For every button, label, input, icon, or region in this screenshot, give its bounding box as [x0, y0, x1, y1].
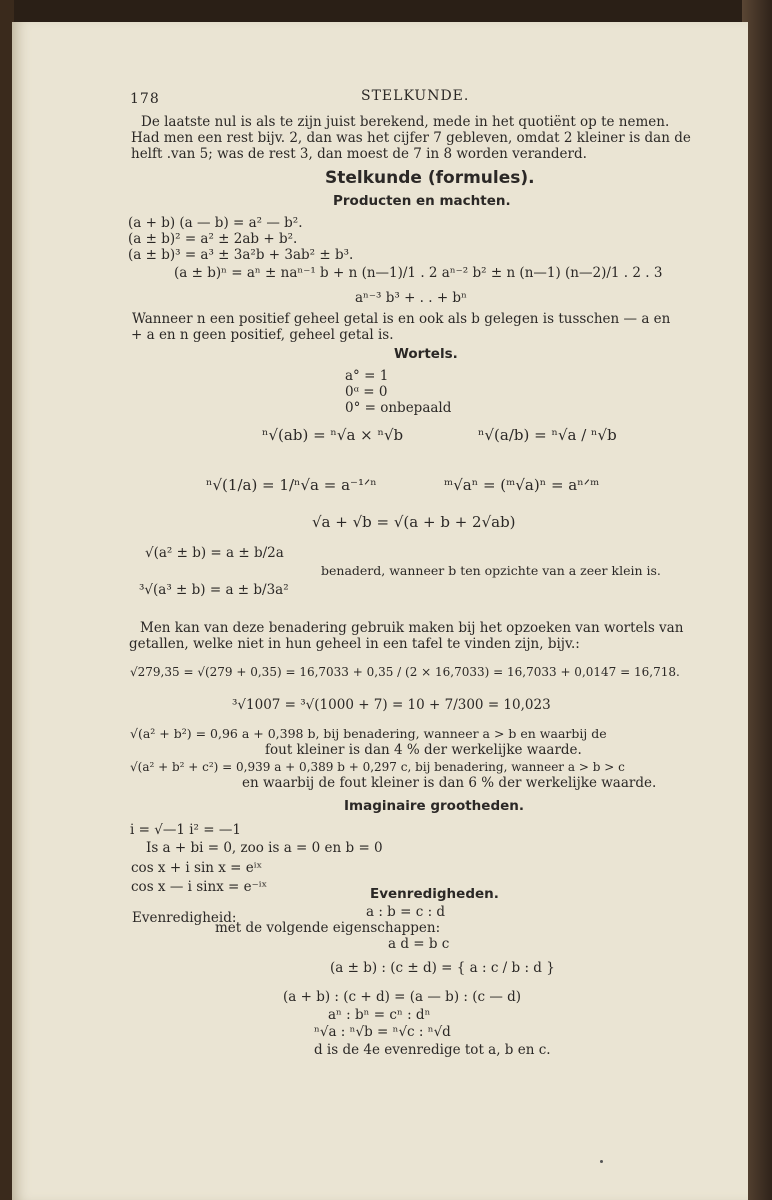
intro-line: helft .van 5; was de rest 3, dan moest de 7 in 8 worden veranderd. [131, 146, 587, 162]
proportion-line: aⁿ : bⁿ = cⁿ : dⁿ [328, 1007, 431, 1023]
usage-line: getallen, welke niet in hun geheel in een tafel te vinden zijn, bijv.: [129, 636, 580, 652]
intro-line: Had men een rest bijv. 2, dan was het cijfer 7 gebleven, omdat 2 kleiner is dan de [131, 130, 691, 146]
example-line: fout kleiner is dan 4 % der werkelijke waarde. [265, 742, 582, 758]
formula: (a ± b)² = a² ± 2ab + b². [128, 231, 298, 247]
imaginary-line: Is a + bi = 0, zoo is a = 0 en b = 0 [146, 840, 383, 856]
imaginary-line: cos x + i sin x = eⁱˣ [131, 860, 263, 876]
root-formula: √a + √b = √(a + b + 2√ab) [312, 513, 516, 531]
proportion-line: (a ± b) : (c ± d) = { a : c / b : d } [330, 960, 555, 976]
approx-formula: ³√(a³ ± b) = a ± b/3a² [139, 582, 289, 598]
book-page [12, 22, 748, 1200]
proportion-line: ⁿ√a : ⁿ√b = ⁿ√c : ⁿ√d [314, 1024, 451, 1040]
proportion-main: a : b = c : d [366, 904, 446, 920]
proportion-props: met de volgende eigenschappen: [215, 920, 441, 936]
binomial-formula-cont: aⁿ⁻³ b³ + . . + bⁿ [355, 290, 467, 306]
example-formula: ³√1007 = ³√(1000 + 7) = 10 + 7/300 = 10,023 [232, 697, 551, 713]
example-formula: √279,35 = √(279 + 0,35) = 16,7033 + 0,35 / (2 × 16,7033) = 16,7033 + 0,0147 = 16,718. [130, 665, 680, 679]
proportion-line: a d = b c [388, 936, 450, 952]
imaginary-line: cos x — i sinx = e⁻ⁱˣ [131, 879, 268, 895]
example-line: √(a² + b² + c²) = 0,939 a + 0,389 b + 0,297 c, bij benadering, wanneer a > b > c [130, 760, 625, 774]
example-line: √(a² + b²) = 0,96 a + 0,398 b, bij benadering, wanneer a > b en waarbij de [130, 726, 607, 741]
section-title: Stelkunde (formules). [325, 168, 535, 188]
root-basic: 0° = onbepaald [345, 400, 452, 416]
imaginary-heading: Imaginaire grootheden. [344, 798, 525, 814]
usage-line: Men kan van deze benadering gebruik maken bij het opzoeken van wortels van [140, 620, 684, 636]
approx-note: benaderd, wanneer b ten opzichte van a zeer klein is. [321, 563, 661, 578]
running-title: STELKUNDE. [361, 88, 470, 104]
root-formula: ⁿ√(ab) = ⁿ√a × ⁿ√b [262, 426, 404, 444]
imaginary-line: i = √—1 i² = —1 [130, 822, 241, 838]
root-formula: ᵐ√aⁿ = (ᵐ√a)ⁿ = aⁿᐟᵐ [444, 476, 600, 494]
proportions-heading: Evenredigheden. [370, 886, 499, 902]
products-heading: Producten en machten. [333, 193, 511, 209]
root-formula: ⁿ√(a/b) = ⁿ√a / ⁿ√b [478, 426, 617, 444]
page-number: 178 [130, 91, 160, 107]
formula: (a ± b)³ = a³ ± 3a²b + 3ab² ± b³. [128, 247, 354, 263]
binomial-formula: (a ± b)ⁿ = aⁿ ± naⁿ⁻¹ b + n (n—1)/1 . 2 aⁿ⁻² b² ± n (n—1) (n—2)/1 . 2 . 3 [174, 265, 663, 281]
proportion-line: d is de 4e evenredige tot a, b en c. [314, 1042, 551, 1058]
note-line: + a en n geen positief, geheel getal is. [131, 327, 394, 343]
root-basic: a° = 1 [345, 368, 389, 384]
note-line: Wanneer n een positief geheel getal is en ook als b gelegen is tusschen — a en [132, 311, 671, 327]
proportion-line: (a + b) : (c + d) = (a — b) : (c — d) [283, 989, 522, 1005]
formula: (a + b) (a — b) = a² — b². [128, 215, 303, 231]
roots-heading: Wortels. [394, 346, 458, 362]
root-basic: 0ᵅ = 0 [345, 384, 388, 400]
intro-line: De laatste nul is als te zijn juist berekend, mede in het quotiënt op te nemen. [141, 114, 670, 130]
paper-speck [600, 1160, 603, 1163]
proportions-label: Evenredigheid: [132, 910, 237, 926]
root-formula: ⁿ√(1/a) = 1/ⁿ√a = a⁻¹ᐟⁿ [206, 476, 377, 494]
example-line: en waarbij de fout kleiner is dan 6 % der werkelijke waarde. [242, 775, 657, 791]
approx-formula: √(a² ± b) = a ± b/2a [145, 545, 284, 561]
